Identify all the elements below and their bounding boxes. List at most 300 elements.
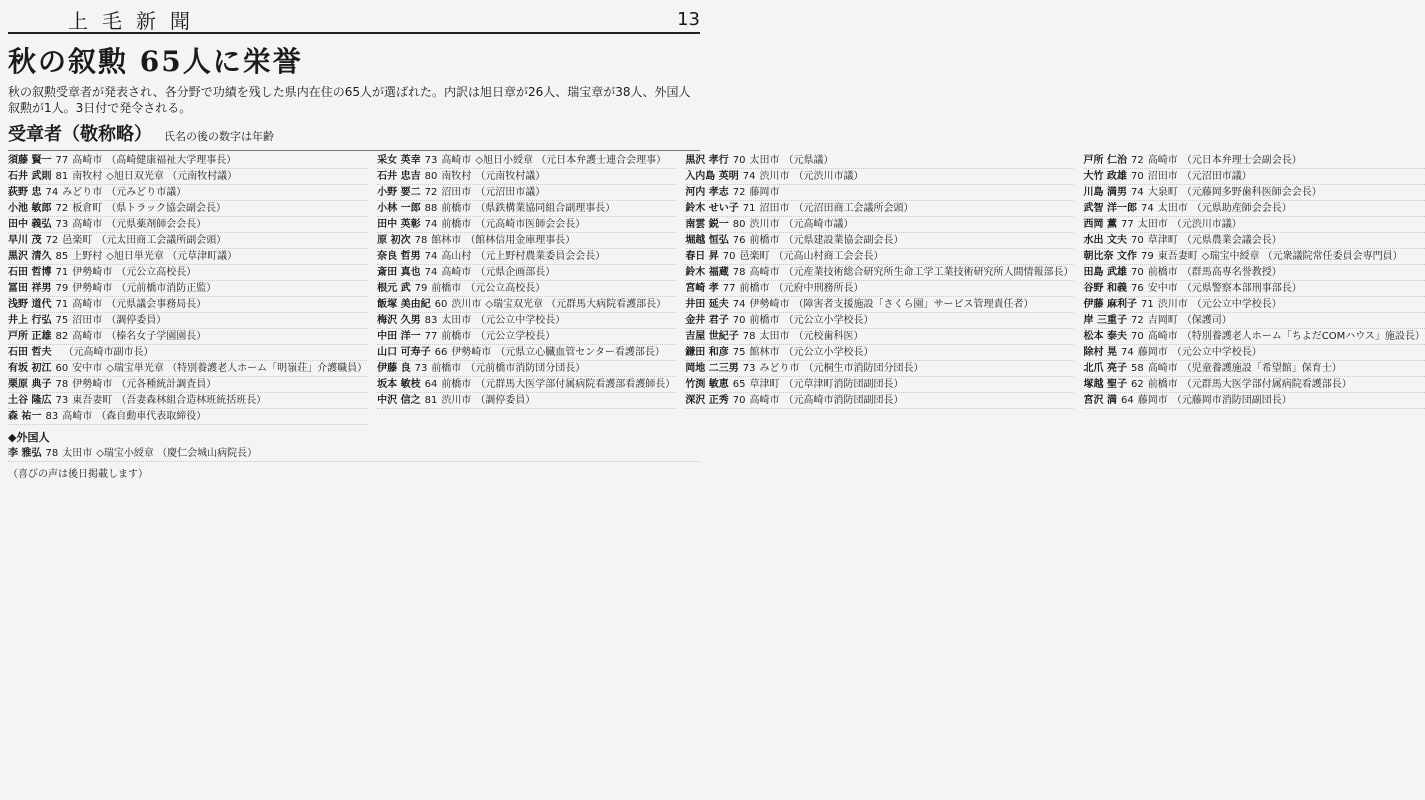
foreign-label: ◆外国人: [8, 431, 50, 444]
entry-detail: （元渋川市議）: [793, 171, 864, 182]
entry-age: 82: [55, 331, 69, 342]
entry-name: 堀越 恒弘: [685, 235, 729, 246]
entry-detail: （元前橋市消防団分団長）: [465, 363, 586, 374]
entry-detail: ◇瑞宝双光章 （元群馬大病院看護部長）: [485, 299, 667, 310]
list-item: [377, 346, 675, 361]
entry-name: 吉屋 世紀子: [685, 331, 739, 342]
entry-city: 前橋市: [431, 363, 462, 374]
entry-city: 前橋市: [441, 219, 472, 230]
entry-city: 南牧村: [72, 171, 103, 182]
entry-age: 77: [424, 331, 438, 342]
entry-age: 77: [55, 155, 69, 166]
entry-age: 60: [434, 299, 448, 310]
entry-city: 伊勢崎市: [749, 299, 790, 310]
list-item: [1084, 394, 1425, 409]
entry-age: 74: [424, 267, 438, 278]
entry-name: 浅野 道代: [8, 299, 52, 310]
list-item: [685, 314, 1073, 329]
list-item: [685, 266, 1073, 281]
list-item: [8, 186, 367, 201]
entry-age: 70: [1131, 235, 1144, 246]
entry-city: 板倉町: [72, 203, 103, 214]
entry-name: 土谷 隆広: [8, 395, 52, 406]
entry-city: 邑楽町: [739, 251, 770, 262]
entry-detail: （元日本弁理士会副会長）: [1181, 155, 1302, 166]
list-item: [377, 218, 675, 233]
entry-age: 74: [1121, 347, 1134, 358]
list-item: [377, 362, 675, 377]
entry-detail: （群馬高専名誉教授）: [1181, 267, 1282, 278]
entry-city: 渋川市: [759, 171, 790, 182]
entry-detail: （特別養護老人ホーム「ちよだCOMハウス」施設長）: [1181, 331, 1425, 342]
entry-name: 飯塚 美由紀: [377, 299, 431, 310]
entry-name: 水出 文夫: [1083, 235, 1128, 246]
entry-city: 沼田市: [1147, 171, 1178, 182]
entry-city: 南牧村: [441, 171, 472, 182]
entry-age: 85: [55, 251, 69, 262]
entry-age: 70: [732, 155, 746, 166]
entry-age: 70: [732, 395, 746, 406]
list-item: [685, 298, 1073, 313]
entry-age: 74: [1131, 187, 1144, 198]
list-item: [1084, 330, 1425, 345]
entry-detail: （元群馬大医学部付属病院看護部長）: [1181, 379, 1352, 390]
entry-city: 前橋市: [739, 283, 770, 294]
entry-detail: （元公立高校長）: [116, 267, 197, 278]
entry-city: 前橋市: [749, 315, 780, 326]
entry-detail: （元県議会事務局長）: [106, 299, 207, 310]
list-item: [685, 250, 1073, 265]
entry-detail: （元公立小学校長）: [783, 315, 874, 326]
entry-city: 高崎市: [72, 299, 103, 310]
entry-city: 前橋市: [441, 203, 472, 214]
entry-detail: （元府中刑務所長）: [773, 283, 864, 294]
list-item: [377, 282, 675, 297]
entry-detail: （元校歯科医）: [793, 331, 864, 342]
list-item: [1084, 298, 1425, 313]
entry-city: 高崎市: [72, 331, 103, 342]
entry-age: 81: [55, 171, 69, 182]
entry-name: 大竹 政雄: [1083, 171, 1128, 182]
entry-city: 沼田市: [759, 203, 790, 214]
entry-age: 70: [722, 251, 736, 262]
list-item: [1084, 314, 1425, 329]
entry-age: 73: [424, 155, 438, 166]
list-item: [377, 298, 675, 313]
entry-age: 80: [732, 219, 746, 230]
entry-name: 須藤 賢一: [8, 155, 52, 166]
entry-detail: （館林信用金庫理事長）: [465, 235, 576, 246]
entry-city: 伊勢崎市: [72, 267, 113, 278]
entry-city: 太田市: [749, 155, 780, 166]
entry-city: 館林市: [431, 235, 462, 246]
list-item: [377, 266, 675, 281]
entry-name: 坂本 敏枝: [377, 379, 421, 390]
entry-age: 79: [55, 283, 69, 294]
divider: [8, 150, 700, 151]
entry-age: 71: [742, 203, 756, 214]
list-item: [8, 394, 367, 409]
entry-age: 80: [424, 171, 438, 182]
entry-name: 宮崎 孝: [685, 283, 719, 294]
entry-detail: （元沼田市議）: [1181, 171, 1252, 182]
entry-detail: （県鉄構業協同組合副理事長）: [475, 203, 616, 214]
entry-name: 南雲 鋭一: [685, 219, 729, 230]
list-item: [377, 234, 675, 249]
entry-age: 72: [1131, 315, 1144, 326]
entry-detail: （元県助産師会会長）: [1191, 203, 1292, 214]
entry-city: 草津町: [1147, 235, 1178, 246]
entry-age: 72: [55, 203, 69, 214]
entry-name: 西岡 薫: [1083, 219, 1118, 230]
entry-detail: （元前橋市消防正監）: [116, 283, 217, 294]
list-item: [685, 378, 1073, 393]
entry-name: 石田 哲博: [8, 267, 52, 278]
entry-age: 76: [732, 235, 746, 246]
entry-detail: （榛名女子学園園長）: [106, 331, 207, 342]
entry-name: 除村 晃: [1083, 347, 1118, 358]
entry-age: 81: [424, 395, 438, 406]
list-item: [8, 298, 367, 313]
list-item: [8, 202, 367, 217]
entry-city: 太田市: [759, 331, 790, 342]
entry-name: 戸所 正雄: [8, 331, 52, 342]
entry-city: 高崎市: [441, 267, 472, 278]
entry-city: 渋川市: [441, 395, 472, 406]
entry-city: 東吾妻町: [72, 395, 113, 406]
entry-detail: （元公立中学校長）: [1171, 347, 1262, 358]
entry-age: 64: [424, 379, 438, 390]
masthead: 上毛新聞: [68, 8, 204, 33]
entry-name: 伊藤 良: [377, 363, 411, 374]
list-item: [685, 170, 1073, 185]
entry-detail: （森自動車代表取締役）: [96, 411, 207, 422]
list-item: [8, 346, 367, 361]
entry-name: 黒沢 孝行: [685, 155, 729, 166]
entry-detail: （元県農業会議会長）: [1181, 235, 1282, 246]
entry-name: 斎田 真也: [377, 267, 421, 278]
entry-name: 田中 英彰: [377, 219, 421, 230]
entry-name: 小池 敏郎: [8, 203, 52, 214]
entry-age: 71: [1141, 299, 1154, 310]
entry-city: 前橋市: [1147, 267, 1178, 278]
entry-detail: （元各種統計調査員）: [116, 379, 217, 390]
entry-age: 70: [1131, 267, 1144, 278]
entry-city: 安中市: [1147, 283, 1178, 294]
entry-name: 中田 洋一: [377, 331, 421, 342]
list-item: [8, 282, 367, 297]
list-item: [1084, 378, 1425, 393]
entry-name: 采女 英幸: [377, 155, 421, 166]
entry-age: 71: [55, 267, 69, 278]
list-item: [685, 330, 1073, 345]
entry-name: 河内 孝志: [685, 187, 729, 198]
entry-city: 上野村: [72, 251, 103, 262]
entry-name: 深沢 正秀: [685, 395, 729, 406]
entry-name: 黒沢 清久: [8, 251, 52, 262]
entry-city: 大泉町: [1147, 187, 1178, 198]
list-item: [8, 314, 367, 329]
entry-age: 73: [414, 363, 428, 374]
entry-age: 70: [1131, 171, 1144, 182]
list-item: [377, 394, 675, 409]
entry-city: みどり市: [62, 187, 103, 198]
entry-name: 田島 武雄: [1083, 267, 1128, 278]
entry-name: 石井 武則: [8, 171, 52, 182]
lead-paragraph: 秋の叙勲受章者が発表され、各分野で功績を残した県内在住の65人が選ばれた。内訳は旭日章が26人、瑞宝章が38人、外国人叙勲が1人。3日付で発令される。: [8, 85, 691, 115]
entry-age: 75: [732, 347, 746, 358]
entry-age: 66: [434, 347, 448, 358]
entry-name: 奈良 哲男: [377, 251, 421, 262]
entry-detail: （調停委員）: [106, 315, 167, 326]
recipient-list: [8, 154, 1425, 425]
entry-name: 金井 君子: [685, 315, 729, 326]
list-item: [685, 346, 1073, 361]
entry-name: 塚越 聖子: [1083, 379, 1128, 390]
entry-age: 74: [742, 171, 756, 182]
list-item: [1084, 346, 1425, 361]
entry-name: 竹渕 敏恵: [685, 379, 729, 390]
entry-city: 渋川市: [1157, 299, 1188, 310]
list-item: [8, 266, 367, 281]
entry-age: 88: [424, 203, 438, 214]
entry-city: 伊勢崎市: [72, 379, 113, 390]
entry-city: 藤岡市: [1137, 395, 1168, 406]
entry-age: 65: [732, 379, 746, 390]
list-item: [8, 170, 367, 185]
entry-name: 石井 忠吉: [377, 171, 421, 182]
entry-detail: （元県建設業協会副会長）: [783, 235, 904, 246]
entry-name: 荻野 忠: [8, 187, 42, 198]
entry-city: 高崎市: [72, 155, 103, 166]
entry-detail: （元県議）: [783, 155, 834, 166]
entry-age: 74: [1141, 203, 1154, 214]
list-item: [685, 218, 1073, 233]
entry-detail: （元沼田市議）: [475, 187, 546, 198]
entry-city: 沼田市: [441, 187, 472, 198]
entry-name: 宮沢 満: [1083, 395, 1118, 406]
list-item: [1084, 362, 1425, 377]
entry-city: 高崎市: [749, 395, 780, 406]
entry-city: 高崎市: [749, 267, 780, 278]
entry-detail: （元県警察本部刑事部長）: [1181, 283, 1302, 294]
list-item: [8, 218, 367, 233]
list-item: [685, 154, 1073, 169]
list-item: [377, 378, 675, 393]
entry-city: 太田市: [1157, 203, 1188, 214]
list-item: [1084, 266, 1425, 281]
entry-age: 78: [414, 235, 428, 246]
entry-detail: （元渋川市議）: [1171, 219, 1242, 230]
entry-age: 60: [55, 363, 69, 374]
entry-age: 74: [424, 219, 438, 230]
entry-age: 58: [1131, 363, 1144, 374]
entry-name: 井上 行弘: [8, 315, 52, 326]
entry-city: 館林市: [749, 347, 780, 358]
entry-city: 沼田市: [72, 315, 103, 326]
list-item: [8, 154, 367, 169]
entry-name: 梅沢 久男: [377, 315, 421, 326]
entry-name: 谷野 和義: [1083, 283, 1128, 294]
entry-name: 武智 洋一郎: [1083, 203, 1138, 214]
entry-detail: （調停委員）: [475, 395, 536, 406]
page-header: [8, 6, 700, 34]
entry-name: 鈴木 福蔵: [685, 267, 729, 278]
entry-detail: （元太田商工会議所副会頭）: [96, 235, 227, 246]
list-item: [1084, 154, 1425, 169]
entry-name: 春日 昇: [685, 251, 719, 262]
entry-detail: （元藤岡多野歯科医師会会長）: [1181, 187, 1322, 198]
entry-name: 栗原 典子: [8, 379, 52, 390]
entry-detail: （元藤岡市消防団副団長）: [1171, 395, 1292, 406]
entry-age: 77: [722, 283, 736, 294]
entry-city: 高山村: [441, 251, 472, 262]
entry-age: 74: [424, 251, 438, 262]
entry-city: 高崎市: [1147, 331, 1178, 342]
entry-detail: （県トラック協会副会長）: [106, 203, 227, 214]
entry-detail: （元公立学校長）: [475, 331, 556, 342]
entry-detail: （元公立小学校長）: [783, 347, 874, 358]
entry-city: 吉岡町: [1147, 315, 1178, 326]
entry-detail: ◇瑞宝小綬章 （慶仁会城山病院長）: [96, 448, 258, 459]
list-item: [377, 186, 675, 201]
entry-age: 73: [55, 219, 69, 230]
entry-detail: （元桐生市消防団分団長）: [803, 363, 924, 374]
entry-age: 72: [1131, 155, 1144, 166]
entry-city: みどり市: [759, 363, 800, 374]
entry-detail: ◇旭日小綬章 （元日本弁護士連合会理事）: [475, 155, 667, 166]
list-item: [1084, 202, 1425, 217]
list-item: [8, 378, 367, 393]
entry-name: 入内島 英明: [685, 171, 739, 182]
entry-detail: （元沼田商工会議所会頭）: [793, 203, 914, 214]
entry-city: 渋川市: [451, 299, 482, 310]
entry-city: 高崎市: [1147, 155, 1178, 166]
list-item: [1084, 282, 1425, 297]
entry-city: 高崎市: [72, 219, 103, 230]
list-item: [1084, 250, 1425, 265]
entry-detail: ◇旭日双光章 （元南牧村議）: [106, 171, 238, 182]
entry-detail: （元みどり市議）: [106, 187, 187, 198]
entry-name: 早川 茂: [8, 235, 42, 246]
entry-age: 73: [742, 363, 756, 374]
entry-name: 北爪 亮子: [1083, 363, 1128, 374]
entry-detail: （元県立心臓血管センター看護部長）: [495, 347, 665, 358]
list-item: [1084, 218, 1425, 233]
entry-age: 70: [732, 315, 746, 326]
entry-city: 東吾妻町: [1157, 251, 1198, 262]
entry-detail: （元公立中学校長）: [475, 315, 566, 326]
list-item: [8, 410, 367, 425]
entry-name: 岸 三重子: [1083, 315, 1128, 326]
entry-age: 73: [55, 395, 69, 406]
entry-name: 石田 哲夫: [8, 347, 52, 358]
entry-age: 62: [1131, 379, 1144, 390]
entry-age: 79: [1141, 251, 1154, 262]
entry-city: 太田市: [1137, 219, 1168, 230]
entry-name: 小林 一郎: [377, 203, 421, 214]
entry-city: 伊勢崎市: [451, 347, 492, 358]
headline: 秋の叙勲 65人に栄誉: [8, 45, 303, 78]
entry-detail: （元県企画部長）: [475, 267, 556, 278]
entry-age: 72: [45, 235, 59, 246]
list-item: [685, 234, 1073, 249]
entry-name: 戸所 仁治: [1083, 155, 1128, 166]
section-title: 受章者（敬称略）: [8, 124, 152, 145]
entry-detail: ◇旭日単光章 （元草津町議）: [106, 251, 238, 262]
entry-detail: （元高崎市議）: [783, 219, 854, 230]
entry-age: 78: [55, 379, 69, 390]
list-item: [377, 170, 675, 185]
entry-detail: （元高崎市消防団副団長）: [783, 395, 904, 406]
entry-city: 高崎市: [62, 411, 93, 422]
list-item: [685, 394, 1073, 409]
list-item: [377, 330, 675, 345]
entry-city: 高崎市: [441, 155, 472, 166]
entry-detail: （元公立高校長）: [465, 283, 546, 294]
closing-note: （喜びの声は後日掲載します）: [8, 469, 148, 480]
list-item: [377, 202, 675, 217]
entry-city: 前橋市: [431, 283, 462, 294]
entry-age: 83: [45, 411, 59, 422]
entry-city: 前橋市: [441, 379, 472, 390]
entry-age: 83: [424, 315, 438, 326]
list-item: [685, 186, 1073, 201]
entry-detail: （元南牧村議）: [475, 171, 546, 182]
entry-city: 草津町: [749, 379, 780, 390]
entry-name: 伊藤 麻利子: [1083, 299, 1138, 310]
list-item: [1084, 234, 1425, 249]
entry-city: 邑楽町: [62, 235, 93, 246]
entry-detail: （障害者支援施設「さくら園」サービス管理責任者）: [793, 299, 1034, 310]
entry-detail: （元高崎市医師会会長）: [475, 219, 586, 230]
entry-name: 松本 泰夫: [1083, 331, 1128, 342]
list-item: [8, 250, 367, 265]
entry-detail: （元県薬剤師会会長）: [106, 219, 207, 230]
entry-age: 74: [45, 187, 59, 198]
entry-detail: （児童養護施設「希望館」保育士）: [1181, 363, 1342, 374]
entry-name: 鈴木 せい子: [685, 203, 739, 214]
entry-name: 小野 要二: [377, 187, 421, 198]
list-item: [377, 154, 675, 169]
entry-name: 井田 延夫: [685, 299, 729, 310]
entry-detail: （元上野村農業委員会会長）: [475, 251, 606, 262]
entry-detail: （保護司）: [1181, 315, 1232, 326]
entry-age: 78: [742, 331, 756, 342]
entry-city: 藤岡市: [749, 187, 780, 198]
list-item: [685, 282, 1073, 297]
entry-name: 川島 満男: [1083, 187, 1128, 198]
entry-detail: ◇瑞宝中綬章 （元衆議院常任委員会専門員）: [1201, 251, 1403, 262]
page-number: 13: [677, 8, 700, 30]
entry-detail: （吾妻森林組合造林班統括班長）: [116, 395, 267, 406]
entry-city: 前橋市: [1147, 379, 1178, 390]
entry-name: 朝比奈 文作: [1083, 251, 1138, 262]
entry-age: 79: [414, 283, 428, 294]
foreign-entry: [8, 447, 700, 462]
entry-detail: （元草津町消防団副団長）: [783, 379, 904, 390]
entry-age: 70: [1131, 331, 1144, 342]
entry-age: 76: [1131, 283, 1144, 294]
entry-city: 前橋市: [749, 235, 780, 246]
entry-age: 71: [55, 299, 69, 310]
entry-name: 山口 可寿子: [377, 347, 431, 358]
entry-detail: （元産業技術総合研究所生命工学工業技術研究所人間情報部長）: [783, 267, 1074, 278]
list-item: [685, 362, 1073, 377]
list-item: [377, 314, 675, 329]
entry-name: 原 初次: [377, 235, 411, 246]
list-item: [685, 202, 1073, 217]
